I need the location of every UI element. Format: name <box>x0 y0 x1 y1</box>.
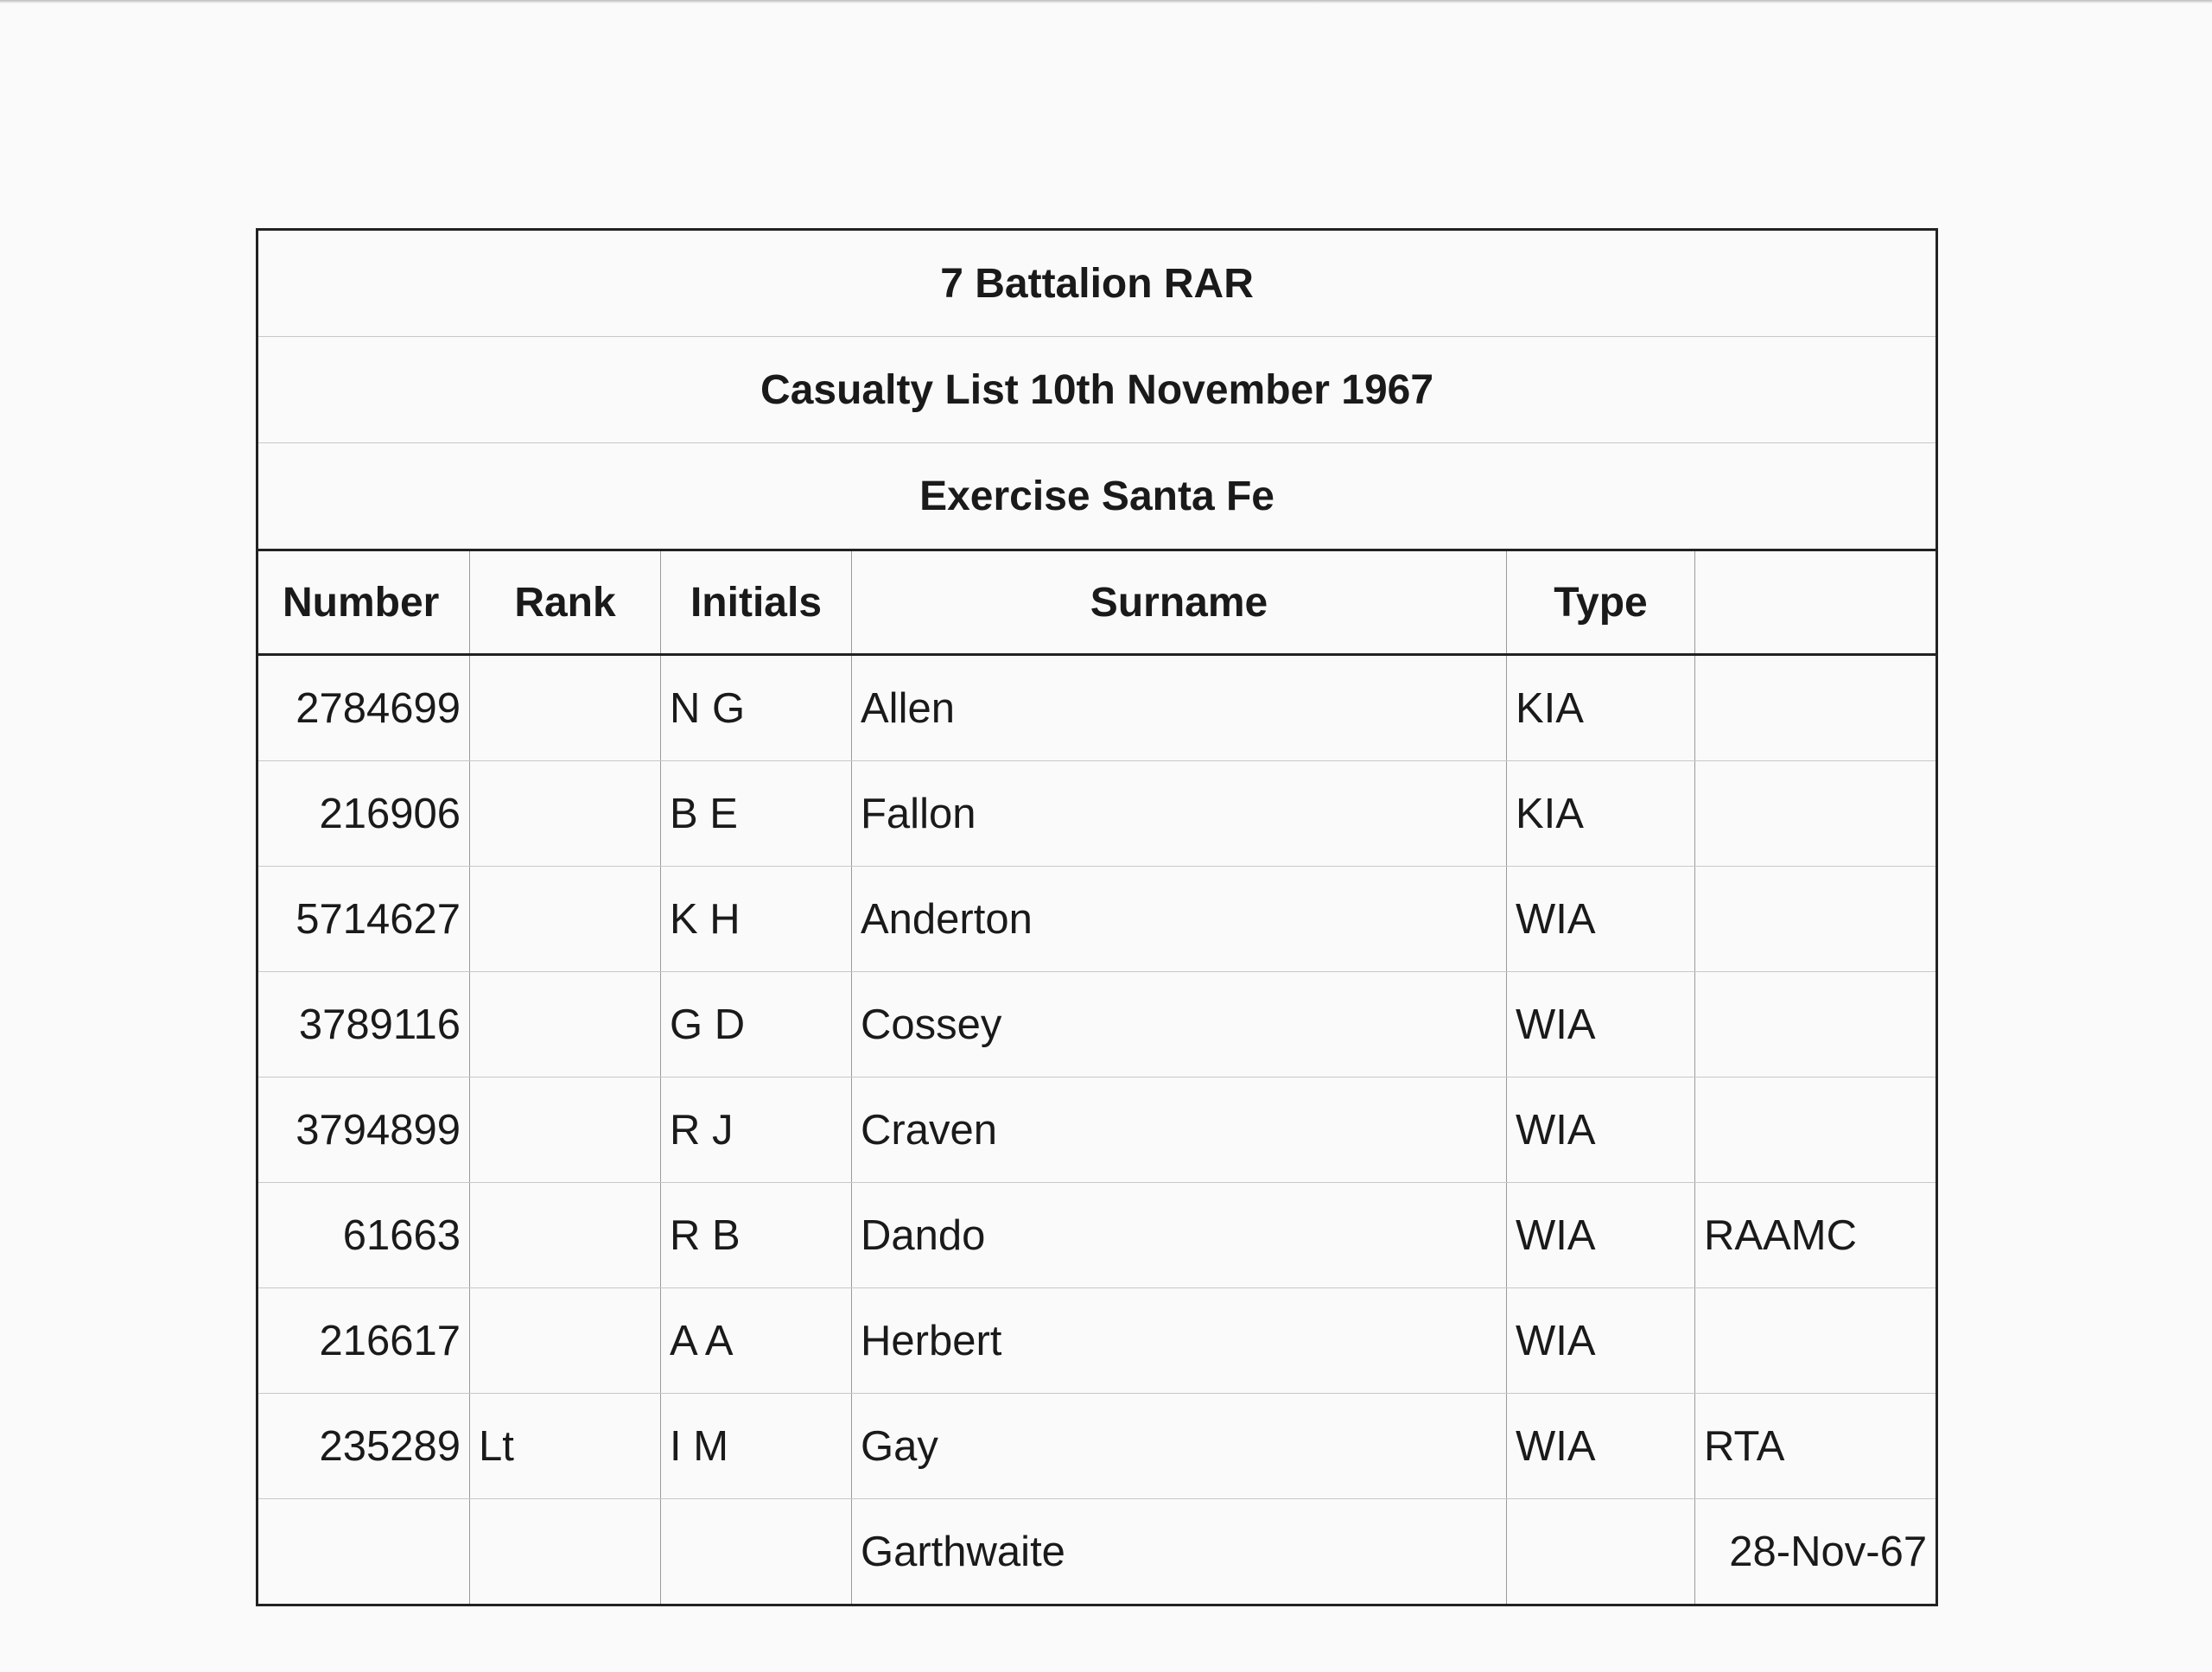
list-title: Casualty List 10th November 1967 <box>257 337 1937 443</box>
cell-number: 3789116 <box>257 972 470 1078</box>
signed-date: 28-Nov-67 <box>1695 1499 1937 1605</box>
table-row <box>257 1394 1937 1499</box>
cell-initials: G D <box>661 972 852 1078</box>
cell-surname: Herbert <box>852 1288 1507 1394</box>
cell-rank <box>470 1183 661 1288</box>
cell-type: KIA <box>1507 655 1695 761</box>
cell-extra: RAAMC <box>1695 1183 1937 1288</box>
cell-number: 216617 <box>257 1288 470 1394</box>
cell-rank <box>470 761 661 867</box>
cell-type: WIA <box>1507 867 1695 972</box>
cell-number <box>257 1499 470 1605</box>
cell-extra: RTA <box>1695 1394 1937 1499</box>
cell-number: 216906 <box>257 761 470 867</box>
cell-initials: K H <box>661 867 852 972</box>
cell-number: 61663 <box>257 1183 470 1288</box>
cell-surname: Anderton <box>852 867 1507 972</box>
cell-surname: Dando <box>852 1183 1507 1288</box>
casualty-list-table <box>256 228 1938 1606</box>
cell-extra <box>1695 1078 1937 1183</box>
cell-surname: Allen <box>852 655 1507 761</box>
table-row <box>257 1183 1937 1288</box>
cell-rank: Lt <box>470 1394 661 1499</box>
table-row <box>257 1288 1937 1394</box>
cell-number: 3794899 <box>257 1078 470 1183</box>
exercise-title: Exercise Santa Fe <box>257 443 1937 550</box>
title-row <box>257 230 1937 337</box>
cell-type: WIA <box>1507 1078 1695 1183</box>
column-header-rank: Rank <box>470 550 661 655</box>
column-header-extra <box>1695 550 1937 655</box>
footer-row <box>257 1499 1937 1605</box>
cell-extra <box>1695 867 1937 972</box>
column-header-surname: Surname <box>852 550 1507 655</box>
column-header-row <box>257 550 1937 655</box>
cell-rank <box>470 1499 661 1605</box>
table-row <box>257 972 1937 1078</box>
cell-type: WIA <box>1507 1183 1695 1288</box>
cell-extra <box>1695 761 1937 867</box>
cell-number: 5714627 <box>257 867 470 972</box>
page-top-edge <box>0 0 2212 3</box>
cell-rank <box>470 867 661 972</box>
cell-type: WIA <box>1507 1394 1695 1499</box>
table-row <box>257 1078 1937 1183</box>
table-row <box>257 655 1937 761</box>
cell-initials <box>661 1499 852 1605</box>
cell-number: 2784699 <box>257 655 470 761</box>
cell-surname: Craven <box>852 1078 1507 1183</box>
cell-type: WIA <box>1507 972 1695 1078</box>
cell-extra <box>1695 972 1937 1078</box>
subtitle-row <box>257 337 1937 443</box>
cell-number: 235289 <box>257 1394 470 1499</box>
cell-extra <box>1695 655 1937 761</box>
table-row <box>257 761 1937 867</box>
cell-initials: R B <box>661 1183 852 1288</box>
cell-extra <box>1695 1288 1937 1394</box>
cell-rank <box>470 1288 661 1394</box>
cell-type <box>1507 1499 1695 1605</box>
cell-rank <box>470 1078 661 1183</box>
cell-type: KIA <box>1507 761 1695 867</box>
cell-initials: R J <box>661 1078 852 1183</box>
cell-rank <box>470 972 661 1078</box>
cell-surname: Gay <box>852 1394 1507 1499</box>
unit-title: 7 Battalion RAR <box>257 230 1937 337</box>
cell-initials: A A <box>661 1288 852 1394</box>
signatory-name: Garthwaite <box>852 1499 1507 1605</box>
cell-rank <box>470 655 661 761</box>
column-header-initials: Initials <box>661 550 852 655</box>
column-header-type: Type <box>1507 550 1695 655</box>
cell-type: WIA <box>1507 1288 1695 1394</box>
table-row <box>257 867 1937 972</box>
cell-initials: I M <box>661 1394 852 1499</box>
cell-surname: Fallon <box>852 761 1507 867</box>
exercise-row <box>257 443 1937 550</box>
cell-surname: Cossey <box>852 972 1507 1078</box>
column-header-number: Number <box>257 550 470 655</box>
cell-initials: B E <box>661 761 852 867</box>
cell-initials: N G <box>661 655 852 761</box>
